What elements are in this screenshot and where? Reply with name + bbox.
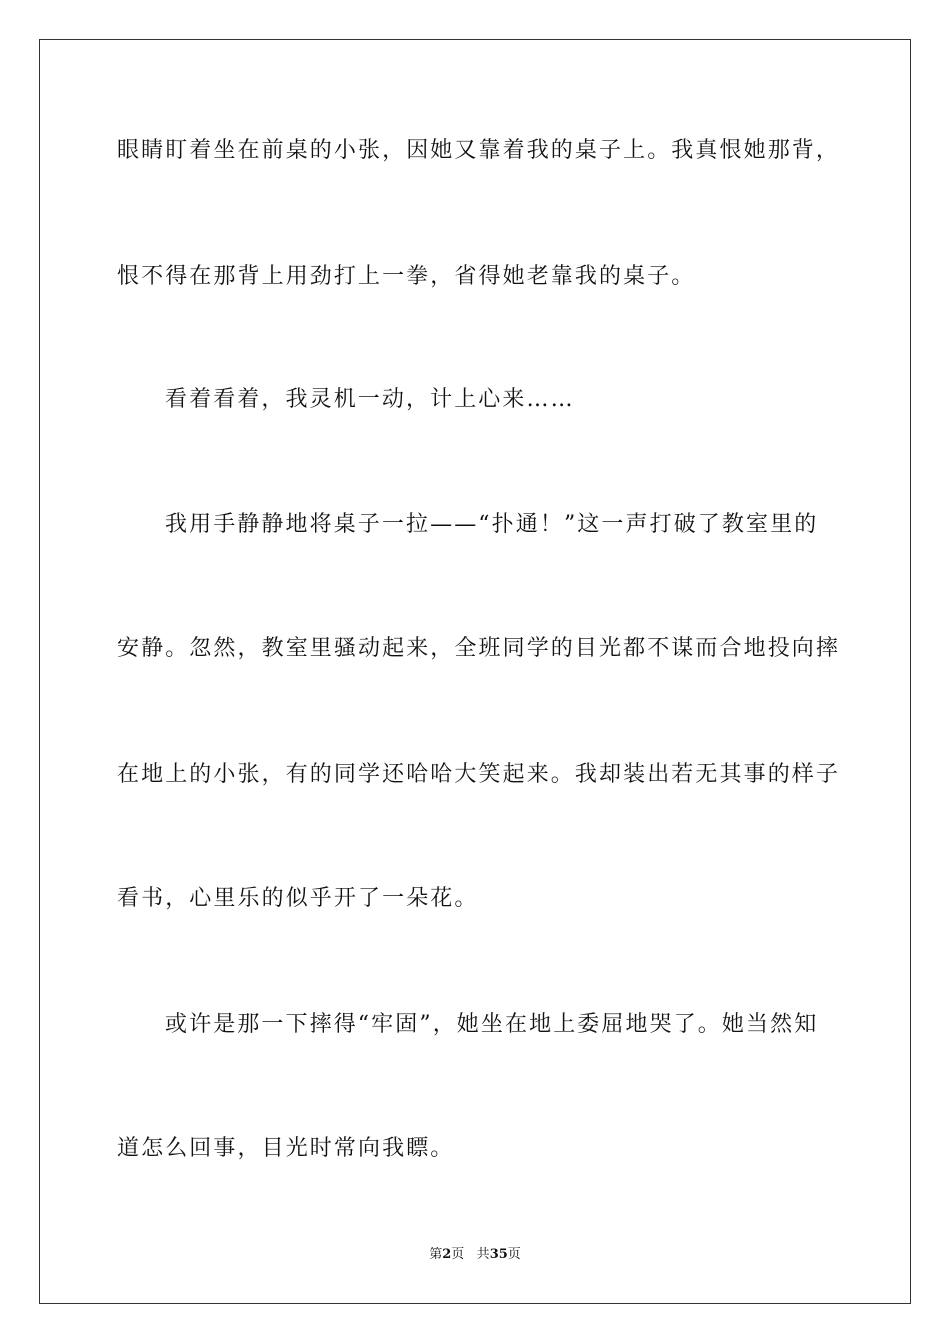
text-line-5: 安静。忽然，教室里骚动起来，全班同学的目光都不谋而合地投向摔 bbox=[117, 636, 841, 661]
text-line-9: 道怎么回事，目光时常向我瞟。 bbox=[117, 1136, 455, 1161]
total-suffix: 页 bbox=[507, 1247, 521, 1262]
text-line-4: 我用手静静地将桌子一拉——“扑通！”这一声打破了教室里的 bbox=[165, 512, 819, 537]
total-prefix: 共 bbox=[476, 1247, 490, 1262]
page-number: 2 bbox=[442, 1247, 452, 1262]
page-prefix: 第 bbox=[429, 1247, 443, 1262]
text-line-8: 或许是那一下摔得“牢固”，她坐在地上委屈地哭了。她当然知 bbox=[165, 1012, 819, 1037]
page-suffix: 页 bbox=[451, 1247, 465, 1262]
page-footer bbox=[0, 1246, 950, 1264]
text-line-2: 恨不得在那背上用劲打上一拳，省得她老靠我的桌子。 bbox=[117, 264, 696, 289]
total-pages: 35 bbox=[489, 1247, 508, 1262]
text-line-3: 看着看着，我灵机一动，计上心来…… bbox=[165, 387, 575, 412]
text-line-6: 在地上的小张，有的同学还哈哈大笑起来。我却装出若无其事的样子 bbox=[117, 762, 841, 787]
text-line-1: 眼睛盯着坐在前桌的小张，因她又靠着我的桌子上。我真恨她那背， bbox=[117, 138, 841, 163]
page-border bbox=[39, 39, 911, 1304]
text-line-7: 看书，心里乐的似乎开了一朵花。 bbox=[117, 886, 479, 911]
